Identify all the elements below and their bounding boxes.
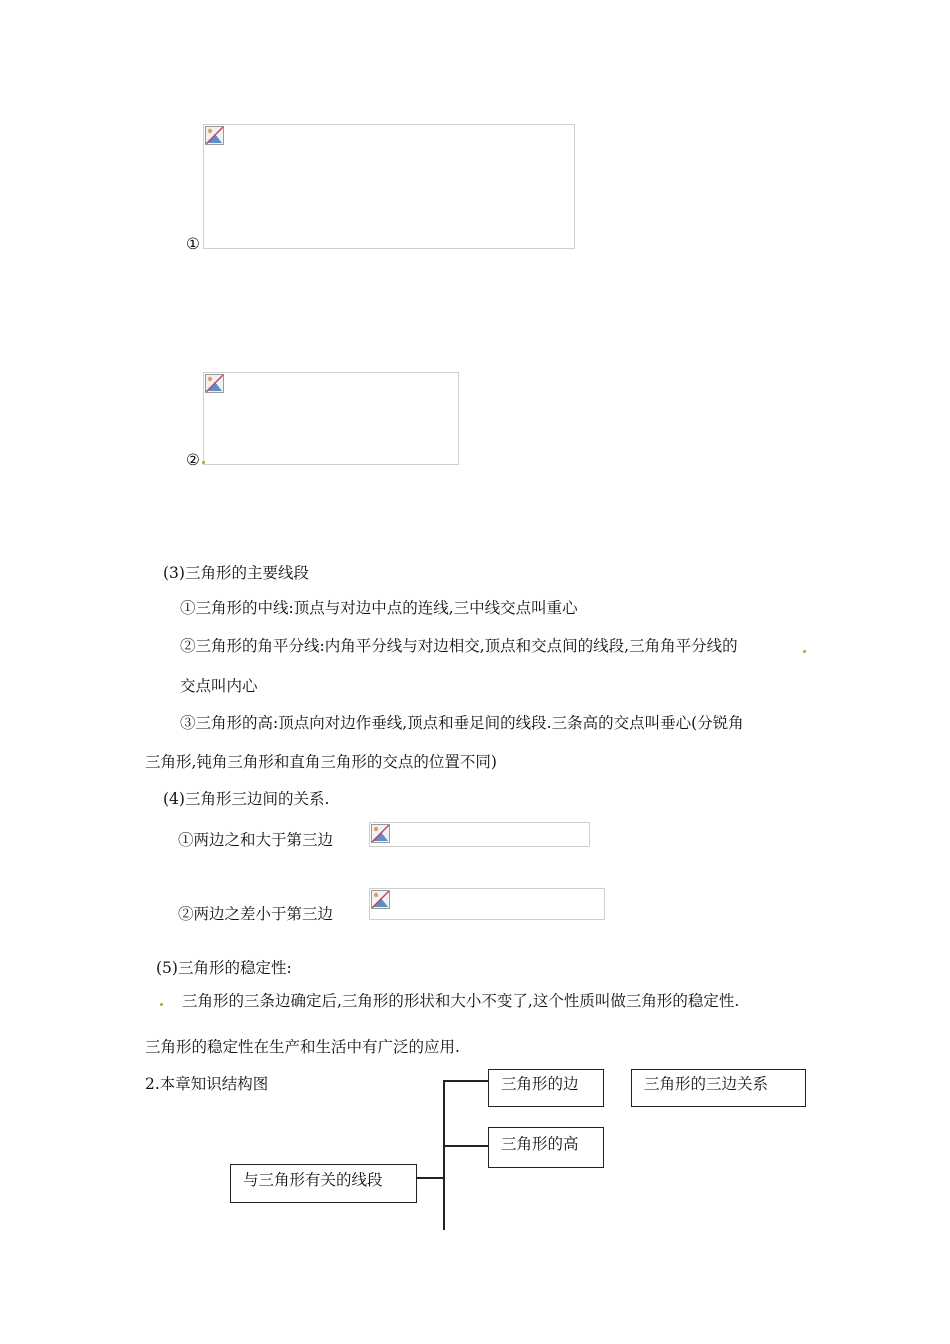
- node-triangle-height: [488, 1127, 604, 1168]
- section-3-item-3-line-1: ③三角形的高:顶点向对边作垂线,顶点和垂足间的线段.三条高的交点叫垂心(分锐角: [180, 714, 744, 732]
- broken-image-icon: [371, 890, 390, 909]
- section-5-line-1: 三角形的三条边确定后,三角形的形状和大小不变了,这个性质叫做三角形的稳定性.: [182, 992, 740, 1010]
- section-3-item-2-line-1: ②三角形的角平分线:内角平分线与对边相交,顶点和交点间的线段,三角角平分线的: [180, 637, 738, 655]
- figure-2-image: [203, 372, 459, 465]
- connector-to-side: [443, 1080, 489, 1082]
- section-5-line-2: 三角形的稳定性在生产和生活中有广泛的应用.: [145, 1038, 460, 1056]
- decorative-dot: [803, 650, 806, 653]
- difference-of-sides-image: [369, 888, 605, 920]
- section-3-heading: (3)三角形的主要线段: [163, 564, 309, 582]
- decorative-dot: [160, 1003, 163, 1006]
- node-root: [230, 1164, 417, 1203]
- node-triangle-side-label: 三角形的边: [501, 1075, 579, 1093]
- section-4-item-1: ①两边之和大于第三边: [178, 831, 334, 849]
- figure-2-marker: ②: [186, 451, 200, 469]
- figure-1-image: [203, 124, 575, 249]
- node-root-label: 与三角形有关的线段: [243, 1171, 383, 1189]
- connector-to-height: [443, 1145, 489, 1147]
- sum-of-sides-image: [369, 822, 590, 847]
- section-3-item-2-line-2: 交点叫内心: [180, 677, 258, 695]
- node-triangle-side: [488, 1069, 604, 1107]
- node-side-relation: [631, 1069, 806, 1107]
- section-4-heading: (4)三角形三边间的关系.: [163, 790, 330, 808]
- section-3-item-1: ①三角形的中线:顶点与对边中点的连线,三中线交点叫重心: [180, 599, 578, 617]
- connector-vertical: [443, 1080, 445, 1230]
- structure-heading: 2.本章知识结构图: [145, 1075, 269, 1093]
- node-triangle-height-label: 三角形的高: [501, 1135, 579, 1153]
- decorative-dot: [202, 461, 205, 464]
- broken-image-icon: [205, 126, 224, 145]
- figure-1-marker: ①: [186, 235, 200, 253]
- node-side-relation-label: 三角形的三边关系: [644, 1075, 769, 1093]
- section-4-item-2: ②两边之差小于第三边: [178, 905, 334, 923]
- broken-image-icon: [205, 374, 224, 393]
- connector-from-root: [416, 1177, 444, 1179]
- section-3-item-3-line-2: 三角形,钝角三角形和直角三角形的交点的位置不同): [145, 753, 497, 771]
- section-5-heading: (5)三角形的稳定性:: [156, 959, 292, 977]
- broken-image-icon: [371, 824, 390, 843]
